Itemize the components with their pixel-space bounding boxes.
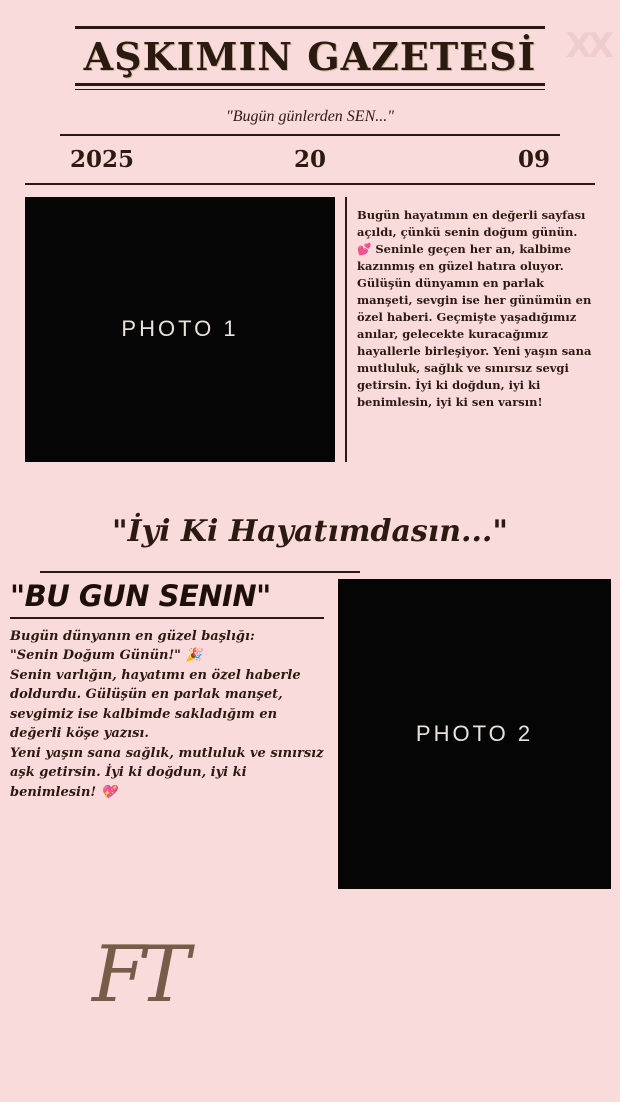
dateline-month: 09	[517, 145, 550, 173]
photo-placeholder-2[interactable]: PHOTO 2	[338, 579, 611, 889]
tagline: "Bugün günlerden SEN..."	[226, 107, 394, 125]
masthead-top-rule	[75, 26, 545, 29]
column-divider	[345, 197, 347, 462]
bottom-section	[10, 579, 595, 889]
bottom-paragraph-1: Bugün dünyanın en güzel başlığı:	[10, 628, 255, 644]
photo-placeholder-1[interactable]: PHOTO 1	[25, 197, 335, 462]
dateline-year: 2025	[70, 145, 135, 173]
bottom-paragraph-2: "Senin Doğum Günün!" 🎉	[10, 648, 202, 664]
bottom-headline: "BU GUN SENIN"	[10, 578, 271, 613]
article-body: Bugün hayatımın en değerli sayfası açıldı, çünkü senin doğum günün. 💕 Seninle geçen her an, kalbime kazınmış en güzel hatıra oluyor. Gülüşün dünyamın en parlak manşeti, sevgin ise her günümün en özel haberi. Geçmişte yaşadığımız anılar, gelecekte kuracağımız hayallerle birleşiyor. Yeni yaşın sana mutluluk, sağlık ve sınırsız sevgi getirsin. İyi ki doğdun, iyi ki benimlesin, iyi ki sen varsın!	[357, 207, 592, 410]
masthead	[0, 0, 620, 90]
script-headline-rule	[40, 571, 360, 573]
bottom-body	[10, 627, 324, 803]
bottom-headline-rule	[10, 617, 324, 619]
watermark: XX	[565, 26, 610, 66]
tagline-rule	[60, 134, 560, 136]
bottom-paragraph-3: Senin varlığın, hayatımı en özel haberle doldurdu. Gülüşün en parlak manşet, sevgimiz ise kalbimde sakladığım en değerli köşe yazısı.	[10, 667, 301, 742]
dateline-rule	[25, 183, 595, 185]
page-title: AŞKIMIN GAZETESİ	[83, 34, 537, 79]
masthead-bottom-rule-thin	[75, 89, 545, 90]
bottom-text-column	[10, 579, 330, 889]
article-column	[357, 197, 595, 462]
signature: FT	[92, 930, 183, 1020]
masthead-bottom-rule	[75, 83, 545, 86]
top-section	[25, 197, 595, 462]
dateline-day: 20	[293, 145, 326, 173]
script-headline: "İyi Ki Hayatımdasın..."	[112, 513, 508, 549]
bottom-paragraph-4: Yeni yaşın sana sağlık, mutluluk ve sınırsız aşk getirsin. İyi ki doğdun, iyi ki benimlesin! 💖	[10, 745, 324, 800]
dateline	[70, 146, 550, 173]
